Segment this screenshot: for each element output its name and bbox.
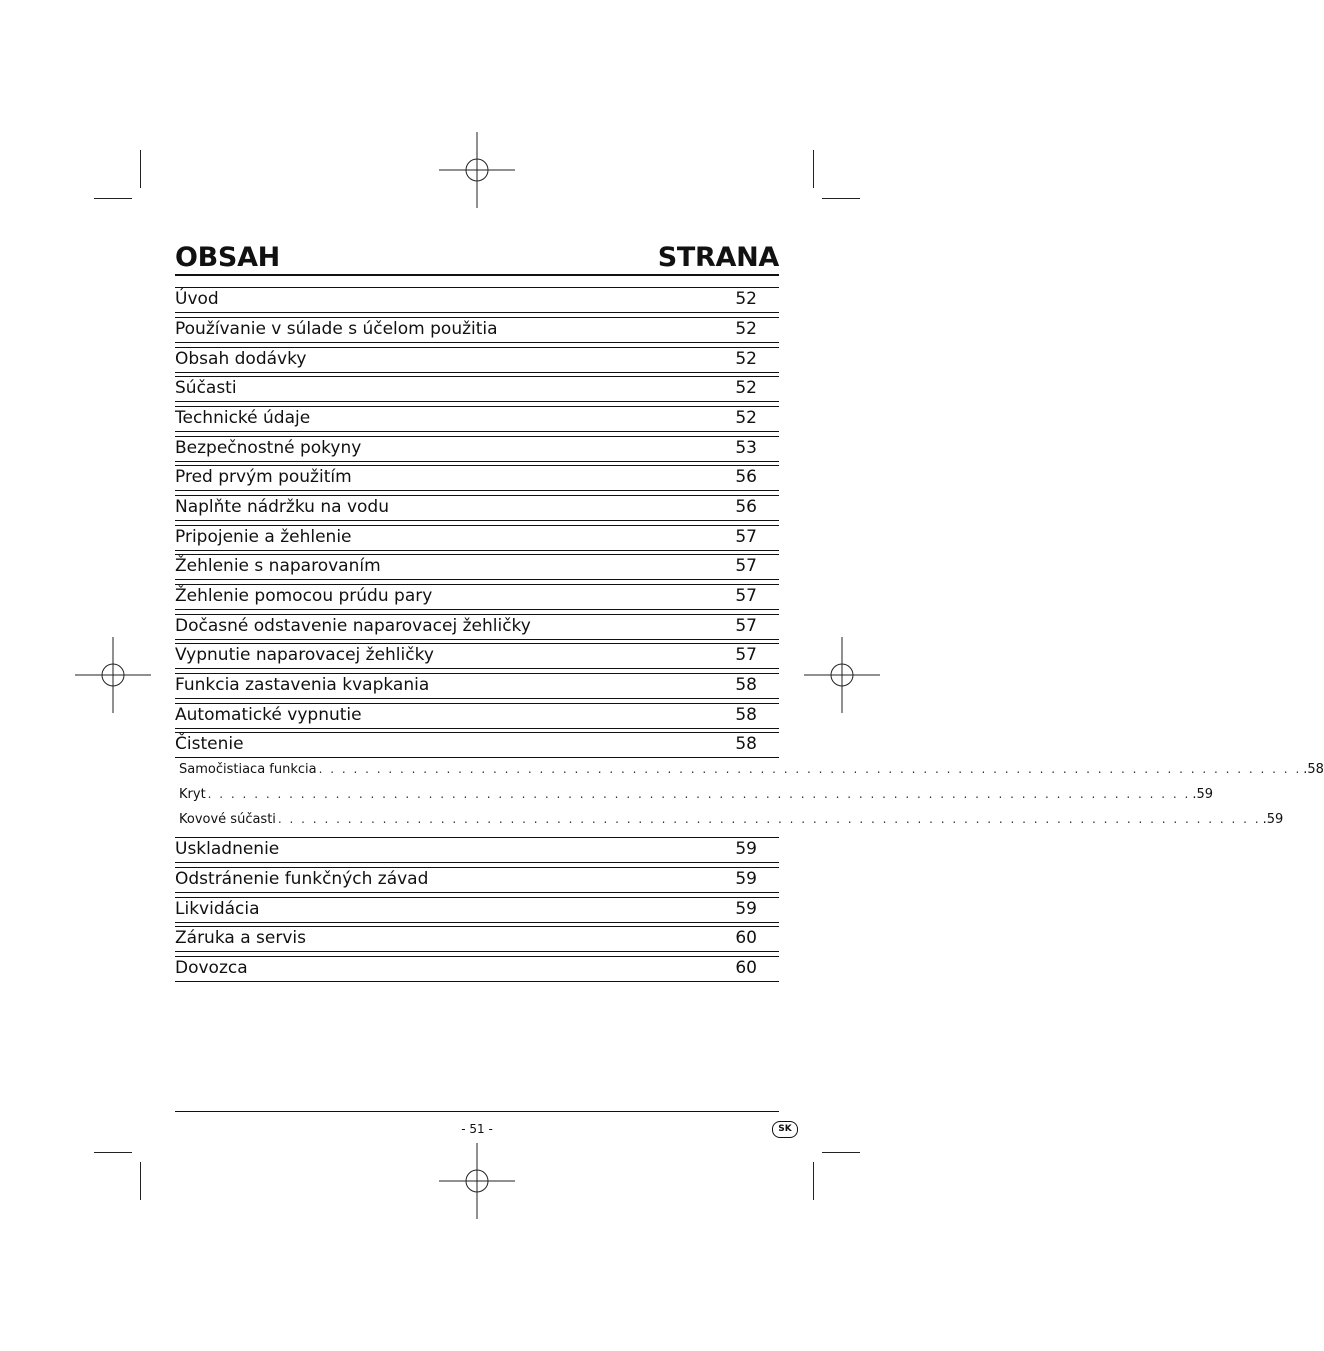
table-of-contents: [175, 240, 1324, 978]
toc-entry-title: Používanie v súlade s účelom použitia: [175, 319, 498, 339]
toc-entry-page: 58: [735, 675, 757, 695]
toc-subentry-page: .59: [1192, 787, 1214, 802]
toc-entry-page: 57: [735, 586, 757, 606]
toc-entry[interactable]: [175, 584, 779, 610]
toc-entry-page: 57: [735, 527, 757, 547]
toc-entry-title: Dočasné odstavenie naparovacej žehličky: [175, 616, 531, 636]
toc-entry-page: 57: [735, 556, 757, 576]
toc-entry-page: 59: [735, 869, 757, 889]
toc-subentry-title: Kryt: [179, 787, 206, 802]
toc-entry[interactable]: [175, 732, 779, 758]
toc-entry[interactable]: [175, 436, 779, 462]
toc-subentry-title: Samočistiaca funkcia: [179, 762, 317, 777]
toc-entry[interactable]: [175, 956, 779, 982]
crop-mark: [822, 1152, 860, 1153]
registration-mark-icon: [75, 637, 151, 713]
toc-entry-title: Pred prvým použitím: [175, 467, 352, 487]
toc-entry-title: Záruka a servis: [175, 928, 306, 948]
toc-entry[interactable]: [175, 554, 779, 580]
crop-mark: [140, 1162, 141, 1200]
leader-dots: . . . . . . . . . . . . . . . . . . . . . . . . . . . . . . . . . . . . . . . . . . . . . . . . . . . . . . . . . . . . . . . . . . . . . . . . . . . . . . . . . . . . .: [207, 787, 1191, 801]
crop-mark: [813, 1162, 814, 1200]
toc-entry-page: 52: [735, 349, 757, 369]
toc-entry-title: Technické údaje: [175, 408, 311, 428]
toc-entry[interactable]: [175, 614, 779, 640]
toc-entry[interactable]: [175, 525, 779, 551]
leader-dots: . . . . . . . . . . . . . . . . . . . . . . . . . . . . . . . . . . . . . . . . . . . . . . . . . . . . . . . . . . . . . . . . . . . . . . . . . . . . . . . . . . . . .: [318, 762, 1302, 776]
registration-mark-icon: [439, 1143, 515, 1219]
page-number: - 51 -: [461, 1122, 493, 1136]
toc-entry-page: 56: [735, 467, 757, 487]
toc-entry[interactable]: [175, 287, 779, 313]
toc-entry[interactable]: [175, 867, 779, 893]
toc-entry-title: Likvidácia: [175, 899, 260, 919]
toc-entry-page: 57: [735, 616, 757, 636]
toc-heading-contents: OBSAH: [175, 242, 280, 273]
toc-entry-title: Dovozca: [175, 958, 248, 978]
toc-entry[interactable]: [175, 347, 779, 373]
crop-mark: [822, 198, 860, 199]
toc-entry-page: 60: [735, 958, 757, 978]
toc-entry[interactable]: [175, 703, 779, 729]
toc-entry-page: 59: [735, 839, 757, 859]
toc-entry-page: 57: [735, 645, 757, 665]
toc-subentry-title: Kovové súčasti: [179, 812, 276, 827]
toc-entry-title: Čistenie: [175, 734, 244, 754]
toc-subentry[interactable]: [179, 762, 1324, 778]
toc-entry[interactable]: [175, 673, 779, 699]
crop-mark: [140, 150, 141, 188]
toc-entry-title: Súčasti: [175, 378, 237, 398]
toc-subentry[interactable]: [179, 787, 1214, 803]
toc-entry[interactable]: [175, 926, 779, 952]
toc-entry-title: Žehlenie pomocou prúdu pary: [175, 586, 433, 606]
toc-entry-page: 58: [735, 705, 757, 725]
toc-entry-page: 58: [735, 734, 757, 754]
footer-divider: [175, 1111, 779, 1112]
toc-entry-title: Žehlenie s naparovaním: [175, 556, 381, 576]
toc-subentry[interactable]: [179, 812, 1284, 828]
toc-heading-page: STRANA: [657, 242, 779, 273]
crop-mark: [94, 1152, 132, 1153]
toc-entry[interactable]: [175, 465, 779, 491]
leader-dots: . . . . . . . . . . . . . . . . . . . . . . . . . . . . . . . . . . . . . . . . . . . . . . . . . . . . . . . . . . . . . . . . . . . . . . . . . . . . . . . . . . . . .: [277, 812, 1261, 826]
toc-entry[interactable]: [175, 317, 779, 343]
toc-entry-title: Obsah dodávky: [175, 349, 307, 369]
toc-entry-title: Úvod: [175, 289, 219, 309]
toc-entry-title: Naplňte nádržku na vodu: [175, 497, 389, 517]
toc-entry-title: Vypnutie naparovacej žehličky: [175, 645, 434, 665]
toc-entry-title: Automatické vypnutie: [175, 705, 362, 725]
toc-entry-page: 59: [735, 899, 757, 919]
toc-header: [175, 240, 779, 276]
toc-entry-page: 53: [735, 438, 757, 458]
crop-mark: [813, 150, 814, 188]
toc-entry-title: Bezpečnostné pokyny: [175, 438, 362, 458]
toc-entry[interactable]: [175, 495, 779, 521]
toc-entry-title: Funkcia zastavenia kvapkania: [175, 675, 430, 695]
toc-entry-title: Pripojenie a žehlenie: [175, 527, 352, 547]
registration-mark-icon: [804, 637, 880, 713]
toc-entry[interactable]: [175, 837, 779, 863]
toc-entry-page: 52: [735, 319, 757, 339]
toc-entry-page: 56: [735, 497, 757, 517]
crop-mark: [94, 198, 132, 199]
toc-subentry-page: .59: [1262, 812, 1284, 827]
toc-subentry-page: .58: [1303, 762, 1324, 777]
toc-entry-page: 60: [735, 928, 757, 948]
toc-entry-page: 52: [735, 408, 757, 428]
toc-entry-title: Odstránenie funkčných závad: [175, 869, 429, 889]
toc-entry-page: 52: [735, 289, 757, 309]
language-badge: SK: [772, 1121, 798, 1138]
toc-entry-title: Uskladnenie: [175, 839, 280, 859]
toc-entry[interactable]: [175, 406, 779, 432]
toc-entry-page: 52: [735, 378, 757, 398]
toc-entry[interactable]: [175, 376, 779, 402]
registration-mark-icon: [439, 132, 515, 208]
toc-entry[interactable]: [175, 897, 779, 923]
toc-entry[interactable]: [175, 643, 779, 669]
